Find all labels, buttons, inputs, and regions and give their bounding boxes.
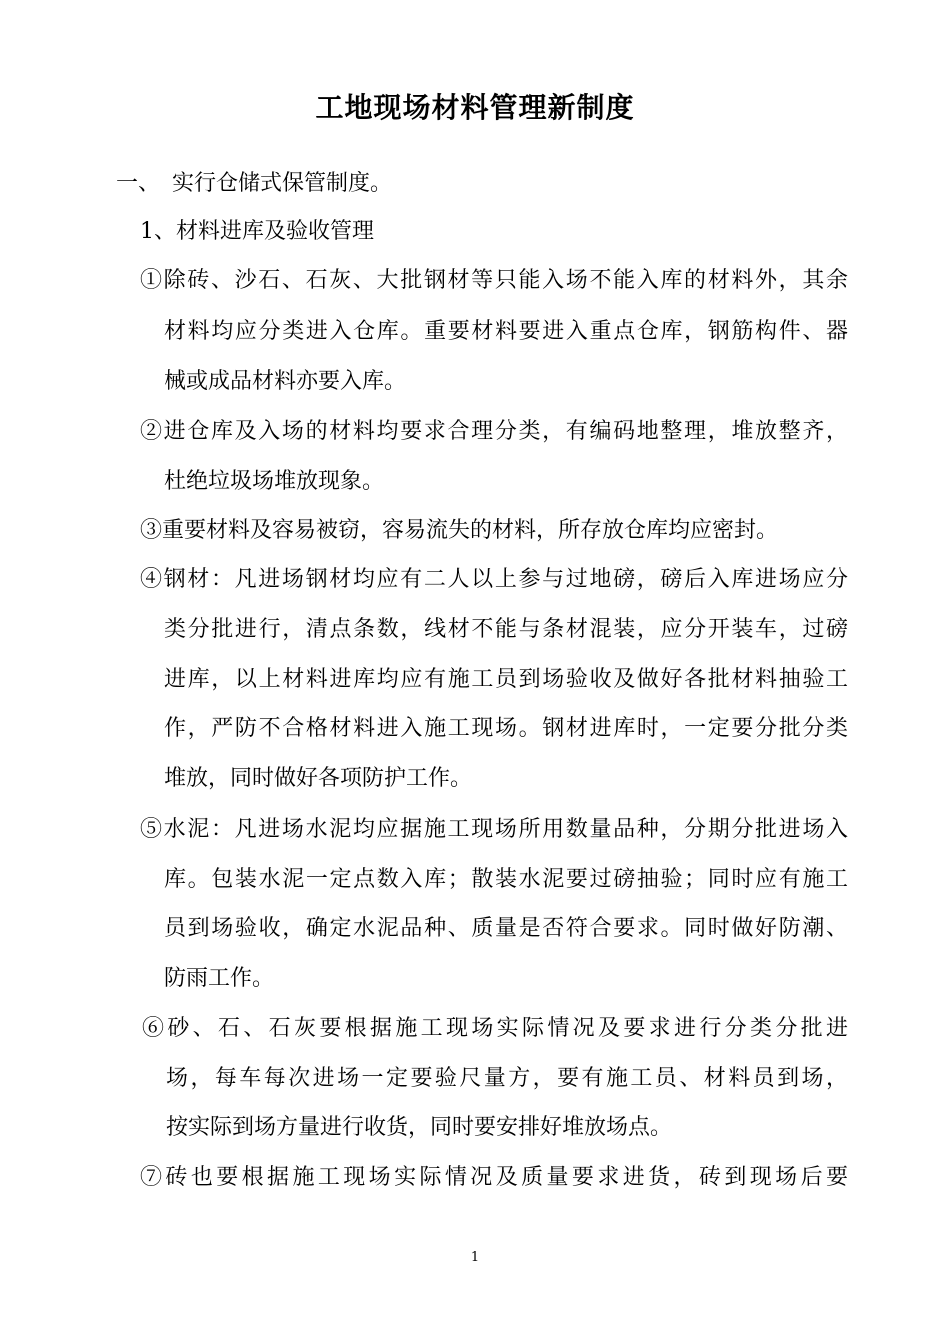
paragraph-line: 材料均应分类进入仓库。重要材料要进入重点仓库，钢筋构件、器 (164, 319, 848, 344)
paragraph-line: 作，严防不合格材料进入施工现场。钢材进库时，一定要分批分类 (164, 716, 848, 741)
paragraph-line: 堆放，同时做好各项防护工作。 (164, 766, 473, 791)
page-title: 工地现场材料管理新制度 (315, 91, 635, 124)
paragraph-line: 械或成品材料亦要入库。 (164, 369, 407, 394)
paragraph-line: 员到场验收，确定水泥品种、质量是否符合要求。同时做好防潮、 (164, 916, 848, 941)
paragraph-line: 类分批进行，清点条数，线材不能与条材混装，应分开装车，过磅 (164, 617, 848, 642)
paragraph-line: ⑤水泥：凡进场水泥均应据施工现场所用数量品种，分期分批进场入 (140, 817, 848, 842)
paragraph-line: 库。包装水泥一定点数入库；散装水泥要过磅抽验；同时应有施工 (164, 867, 848, 892)
paragraph-line: 防雨工作。 (164, 966, 275, 991)
paragraph-line: ⑥砂、石、石灰要根据施工现场实际情况及要求进行分类分批进 (142, 1016, 848, 1041)
paragraph-line: 杜绝垃圾场堆放现象。 (164, 469, 385, 494)
paragraph-line: 场，每车每次进场一定要验尺量方，要有施工员、材料员到场， (166, 1066, 848, 1091)
page-number: 1 (470, 1250, 480, 1265)
paragraph-line: ②进仓库及入场的材料均要求合理分类，有编码地整理，堆放整齐， (140, 419, 848, 444)
paragraph-line: ⑦砖也要根据施工现场实际情况及质量要求进货，砖到现场后要 (140, 1165, 848, 1190)
paragraph-line: ①除砖、沙石、石灰、大批钢材等只能入场不能入库的材料外，其余 (140, 268, 848, 293)
subsection-heading: 1、材料进库及验收管理 (140, 219, 374, 244)
paragraph-line: 按实际到场方量进行收货，同时要安排好堆放场点。 (166, 1115, 673, 1140)
section-heading: 实行仓储式保管制度。 (172, 171, 393, 196)
paragraph-line: 进库，以上材料进库均应有施工员到场验收及做好各批材料抽验工 (164, 667, 848, 692)
paragraph-line: ④钢材：凡进场钢材均应有二人以上参与过地磅，磅后入库进场应分 (140, 567, 848, 592)
paragraph-line: ③重要材料及容易被窃，容易流失的材料，所存放仓库均应密封。 (140, 518, 779, 543)
section-number: 一、 (116, 171, 161, 196)
